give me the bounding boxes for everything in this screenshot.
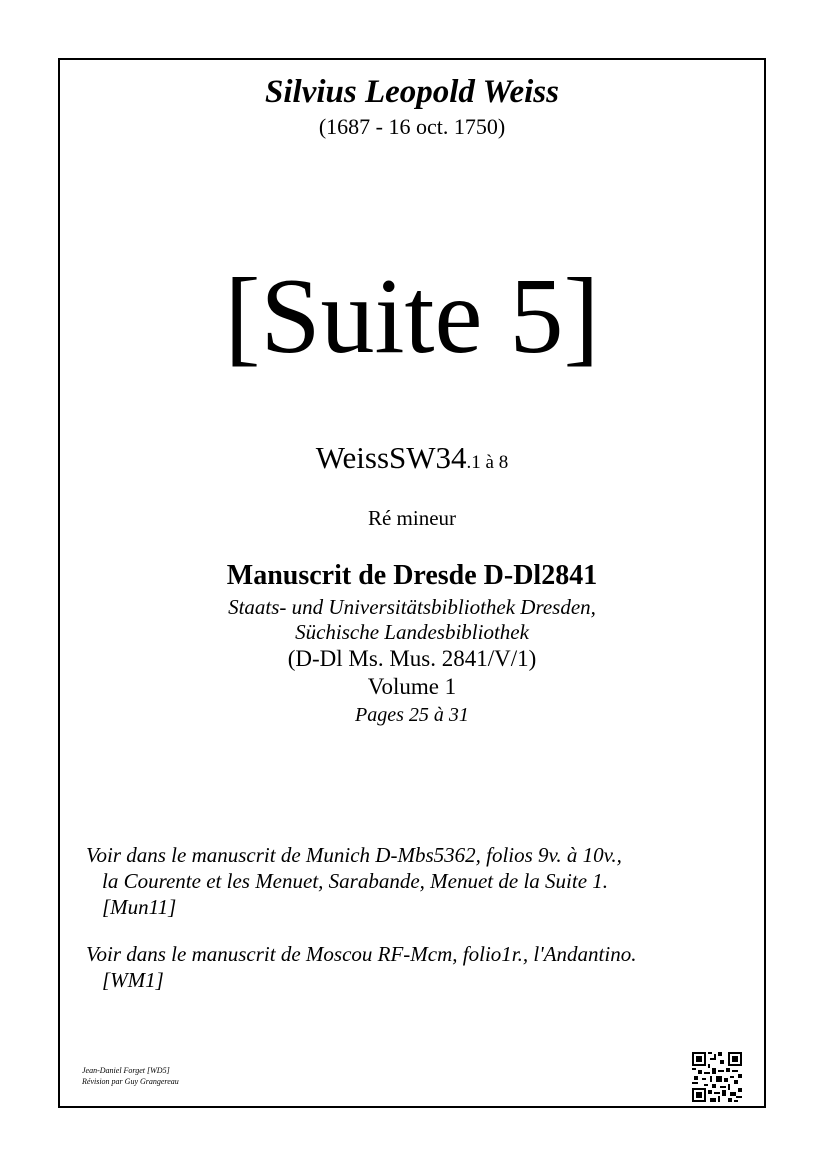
note-moscow [86, 941, 746, 993]
manuscript-name: Manuscrit de Dresde D-Dl2841 [226, 560, 598, 591]
page-title: [Suite 5] [224, 257, 600, 376]
note-reference: [WM1] [102, 968, 164, 992]
composer-name: Silvius Leopold Weiss [265, 74, 559, 110]
credit-revision: Révision par Guy Grangereau [82, 1077, 179, 1086]
credit-author: Jean-Daniel Forget [WD5] [82, 1066, 170, 1075]
catalog-range: .1 à 8 [466, 452, 509, 473]
note-munich [86, 842, 746, 920]
library-line-1: Staats- und Universitätsbibliothek Dresden, [228, 595, 596, 619]
key-signature: Ré mineur [367, 506, 457, 530]
catalog-main: WeissSW34 [315, 440, 467, 475]
catalog-number [58, 440, 766, 476]
note-reference: [Mun11] [102, 895, 177, 919]
pages: Pages 25 à 31 [355, 704, 469, 726]
note-line: Voir dans le manuscrit de Moscou RF-Mcm, folio1r., l'Andantino. [86, 942, 637, 966]
library-line-2: Süchische Landesbibliothek [295, 620, 529, 644]
composer-dates: (1687 - 16 oct. 1750) [318, 114, 506, 139]
shelfmark: (D-Dl Ms. Mus. 2841/V/1) [287, 646, 537, 671]
volume: Volume 1 [367, 674, 457, 699]
note-line: Voir dans le manuscrit de Munich D-Mbs5362, folios 9v. à 10v., [86, 843, 622, 867]
note-line: la Courente et les Menuet, Sarabande, Menuet de la Suite 1. [102, 869, 609, 893]
qr-code-icon [692, 1052, 742, 1102]
